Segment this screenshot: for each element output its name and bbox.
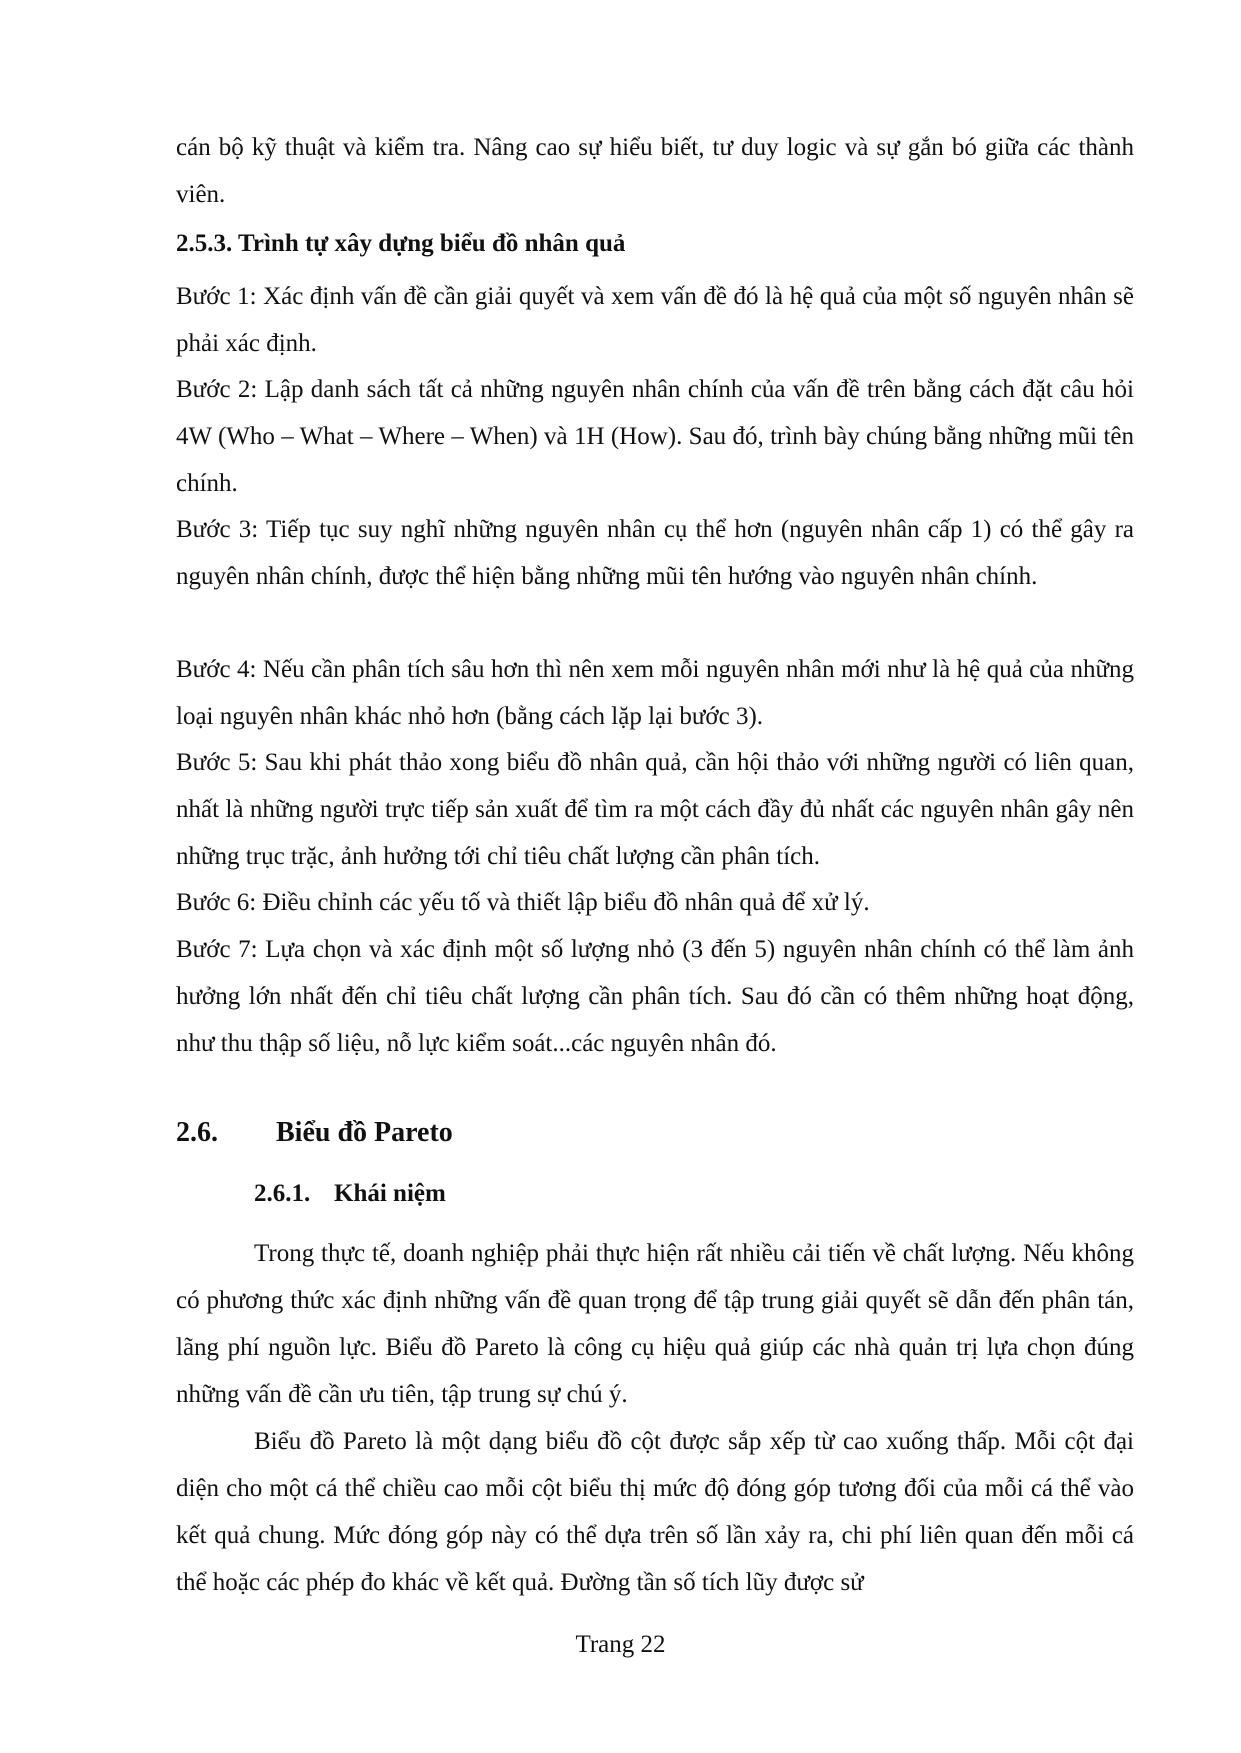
- step-6: Bước 6: Điều chỉnh các yếu tố và thiết lập biểu đồ nhân quả để xử lý.: [176, 889, 870, 916]
- concept-paragraph-1: Trong thực tế, doanh nghiệp phải thực hiện rất nhiều cải tiến về chất lượng. Nếu không có phương thức xác định những vấn đề quan trọng để tập trung giải quyết sẽ dẫn đến phân tán, lãng phí nguồn lực. Biểu đồ Pareto là công cụ hiệu quả giúp các nhà quản trị lựa chọn đúng những vấn đề cần ưu tiên, tập trung sự chú ý.: [176, 1240, 1134, 1408]
- page-footer: Trang 22: [575, 1631, 666, 1658]
- intro-paragraph: cán bộ kỹ thuật và kiểm tra. Nâng cao sự hiểu biết, tư duy logic và sự gắn bó giữa các thành viên.: [176, 134, 1134, 208]
- step-2: Bước 2: Lập danh sách tất cả những nguyên nhân chính của vấn đề trên bằng cách đặt câu hỏi 4W (Who – What – Where – When) và 1H (How). Sau đó, trình bày chúng bằng những mũi tên chính.: [176, 376, 1134, 497]
- section-2-6-number: 2.6.: [176, 1117, 218, 1148]
- section-2-6-1-number: 2.6.1.: [254, 1180, 311, 1207]
- step-5: Bước 5: Sau khi phát thảo xong biểu đồ nhân quả, cần hội thảo với những người có liên quan, nhất là những người trực tiếp sản xuất để tìm ra một cách đầy đủ nhất các nguyên nhân gây nên những trục trặc, ảnh hưởng tới chỉ tiêu chất lượng cần phân tích.: [176, 749, 1134, 870]
- section-2-6-1-heading: [254, 1174, 446, 1214]
- step-7: Bước 7: Lựa chọn và xác định một số lượng nhỏ (3 đến 5) nguyên nhân chính có thể làm ảnh hưởng lớn nhất đến chỉ tiêu chất lượng cần phân tích. Sau đó cần có thêm những hoạt động, như thu thập số liệu, nỗ lực kiểm soát...các nguyên nhân đó.: [176, 936, 1134, 1057]
- section-2-6-1-title: Khái niệm: [334, 1180, 446, 1207]
- section-2-5-3-title: 2.5.3. Trình tự xây dựng biểu đồ nhân quả: [176, 230, 626, 257]
- step-4: Bước 4: Nếu cần phân tích sâu hơn thì nên xem mỗi nguyên nhân mới như là hệ quả của những loại nguyên nhân khác nhỏ hơn (bằng cách lặp lại bước 3).: [176, 656, 1134, 730]
- step-1: Bước 1: Xác định vấn đề cần giải quyết và xem vấn đề đó là hệ quả của một số nguyên nhân sẽ phải xác định.: [176, 283, 1134, 357]
- section-2-6-heading: [176, 1113, 453, 1153]
- concept-paragraph-2: Biểu đồ Pareto là một dạng biểu đồ cột được sắp xếp từ cao xuống thấp. Mỗi cột đại diện cho một cá thể chiều cao mỗi cột biểu thị mức độ đóng góp tương đối của mỗi cá thể vào kết quả chung. Mức đóng góp này có thể dựa trên số lần xảy ra, chi phí liên quan đến mỗi cá thể hoặc các phép đo khác về kết quả. Đường tần số tích lũy được sử: [176, 1428, 1134, 1596]
- section-2-6-title: Biểu đồ Pareto: [276, 1117, 453, 1148]
- step-3: Bước 3: Tiếp tục suy nghĩ những nguyên nhân cụ thể hơn (nguyên nhân cấp 1) có thể gây ra nguyên nhân chính, được thể hiện bằng những mũi tên hướng vào nguyên nhân chính.: [176, 516, 1134, 590]
